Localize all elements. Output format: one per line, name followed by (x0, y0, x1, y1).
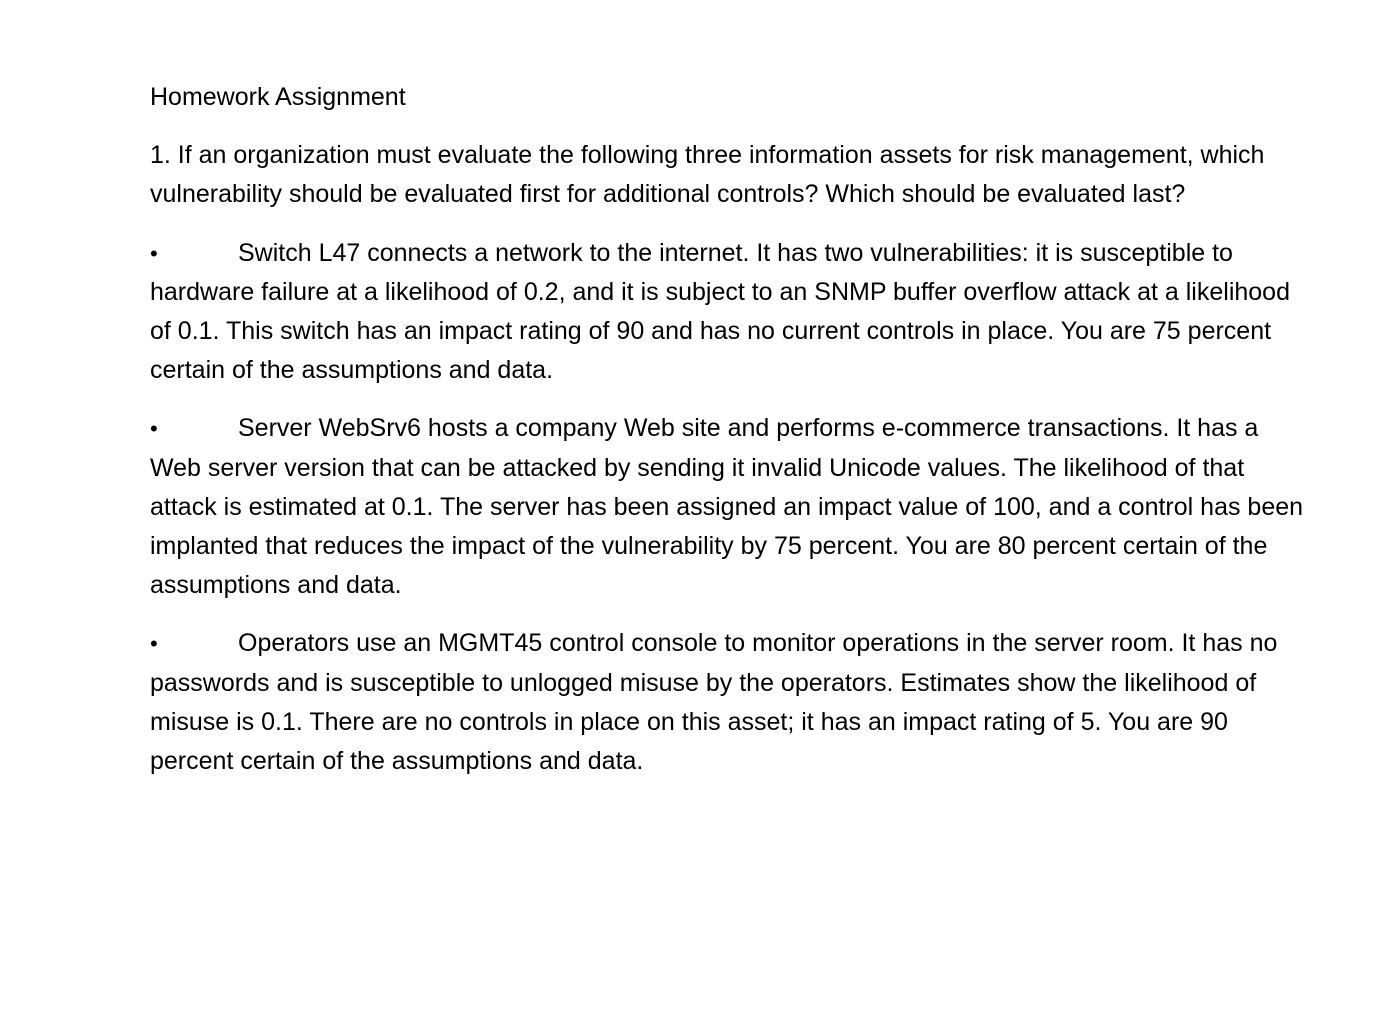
bullet-dot-icon: • (150, 240, 158, 266)
bullet-item-mgmt45-console (150, 624, 1310, 781)
bullet-dot-icon: • (150, 416, 158, 442)
bullet-text: Switch L47 connects a network to the internet. It has two vulnerabilities: it is susceptible to hardware failure at a likelihood of 0.2, and it is subject to an SNMP buffer overflow attack at a likelihood of 0.1. This switch has an impact rating of 90 and has no current controls in place. You are 75 percent certain of the assumptions and data. (150, 238, 1290, 385)
question-paragraph: 1. If an organization must evaluate the following three information assets for risk management, which vulnerability should be evaluated first for additional controls? Which should be evaluated last? (150, 141, 1265, 209)
bullet-text: Operators use an MGMT45 control console to monitor operations in the server room. It has no passwords and is susceptible to unlogged misuse by the operators. Estimates show the likelihood of misuse is 0.1. There are no controls in place on this asset; it has an impact rating of 5. You are 90 percent certain of the assumptions and data. (150, 629, 1278, 776)
bullet-item-switch-l47 (150, 234, 1310, 391)
bullet-dot-icon: • (150, 631, 158, 657)
bullet-item-server-websrv6 (150, 409, 1310, 605)
bullet-text: Server WebSrv6 hosts a company Web site and performs e-commerce transactions. It has a Web server version that can be attacked by sending it invalid Unicode values. The likelihood of that attack is estimated at 0.1. The server has been assigned an impact value of 100, and a control has been implanted that reduces the impact of the vulnerability by 75 percent. You are 80 percent certain of the assumptions and data. (150, 414, 1304, 600)
document-title: Homework Assignment (150, 83, 406, 111)
document-page (150, 78, 1310, 800)
